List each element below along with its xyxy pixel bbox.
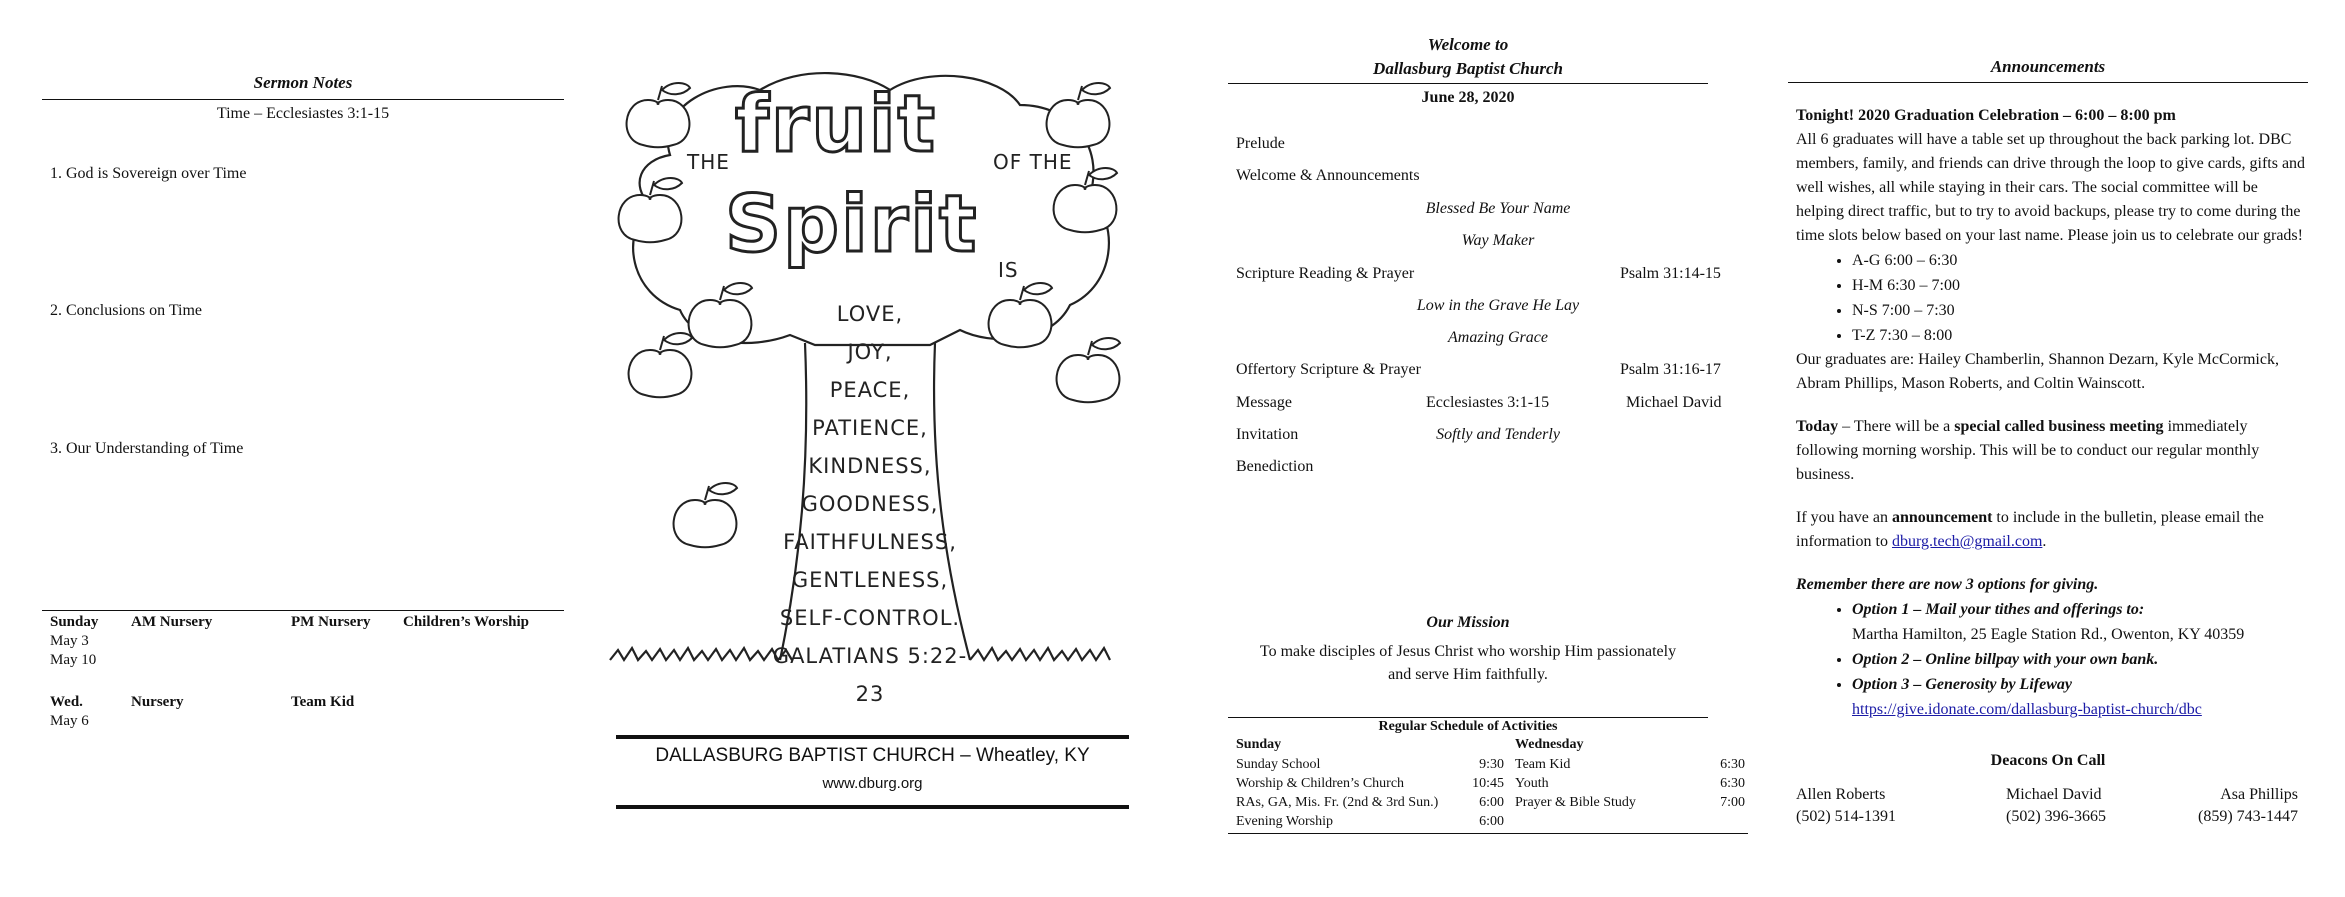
song: Way Maker [1461, 232, 1535, 249]
offertory: Offertory Scripture & Prayer [1236, 361, 1421, 378]
ann-bold: announcement [1891, 509, 1993, 526]
option-label: Option 2 – Online billpay with your own bank. [1852, 651, 2159, 668]
spacer [1796, 487, 2306, 506]
giving-options [1796, 597, 2306, 722]
welcome-heading: Welcome to [1427, 35, 1509, 54]
today-label: Today [1796, 418, 1839, 435]
giving-heading: Remember there are now 3 options for giving. [1796, 576, 2099, 593]
welcome-announcements: Welcome & Announcements [1236, 167, 1420, 184]
activity: RAs, GA, Mis. Fr. (2nd & 3rd Sun.) [1236, 795, 1439, 810]
cover-top-bar [616, 735, 1129, 739]
schedule-wednesday-label: Wednesday [1515, 737, 1584, 752]
schedule-row [1236, 755, 1504, 774]
email-link[interactable]: dburg.tech@gmail.com [1891, 533, 2043, 550]
activity-time: 7:00 [1720, 795, 1745, 810]
virtue: JOY, [847, 340, 893, 364]
time-slot: • A-G 6:00 – 6:30 [1852, 248, 2306, 273]
activity-time: 6:00 [1479, 795, 1504, 810]
scripture-ref: Psalm 31:14-15 [1620, 265, 1721, 282]
nursery-wed-header: Wed. [50, 694, 83, 710]
activity-time: 10:45 [1472, 776, 1504, 791]
virtue: KINDNESS, [808, 454, 932, 478]
sermon-subtitle: Time – Ecclesiastes 3:1-15 [216, 105, 390, 122]
apple-icon [689, 283, 752, 347]
nursery-am-header: AM Nursery [131, 614, 213, 630]
message-speaker: Michael David [1626, 394, 1722, 411]
virtue: GOODNESS, [801, 492, 939, 516]
cover-virtues [760, 295, 980, 713]
time-slot: • H-M 6:30 – 7:00 [1852, 273, 2306, 298]
bulletin-note [1796, 506, 2306, 554]
song: Blessed Be Your Name [1425, 200, 1571, 217]
nursery-rule [42, 610, 564, 611]
song: Amazing Grace [1448, 329, 1548, 346]
business-meeting [1796, 415, 2306, 487]
sermon-title-rule [42, 99, 564, 100]
grass-right [970, 648, 1110, 660]
deacon [1796, 784, 1896, 828]
nursery-teamkid-header: Team Kid [291, 694, 355, 710]
church-heading: Dallasburg Baptist Church [1373, 59, 1563, 78]
prelude: Prelude [1236, 135, 1285, 152]
sermon-point-1: 1. God is Sovereign over Time [50, 165, 247, 182]
activity-time: 6:00 [1479, 814, 1504, 829]
meeting-label: special called business meeting [1954, 418, 2164, 435]
service-date: June 28, 2020 [1421, 89, 1515, 106]
cover-of-the: OF THE [993, 150, 1073, 174]
announcements-title: Announcements [1990, 57, 2106, 76]
sunday-schedule [1236, 755, 1504, 831]
cover-website[interactable]: www.dburg.org [822, 775, 923, 792]
nursery-pm-header: PM Nursery [291, 614, 371, 630]
schedule-row [1515, 755, 1745, 774]
time-slots [1796, 248, 2306, 348]
cover-is: IS [998, 258, 1019, 282]
song: Low in the Grave He Lay [1416, 297, 1580, 314]
option-label: Option 1 – Mail your tithes and offerings to: [1852, 601, 2145, 618]
apple-icon [989, 283, 1052, 347]
virtue: LOVE, [836, 302, 904, 326]
activity: Prayer & Bible Study [1515, 795, 1636, 810]
schedule-row [1236, 793, 1504, 812]
announcements-body [1796, 104, 2306, 722]
sermon-notes-title: Sermon Notes [253, 73, 353, 92]
ann-mid: to include in the bulletin, please email the information to [1796, 509, 2264, 550]
schedule-row [1515, 774, 1745, 793]
deacon [2150, 784, 2298, 828]
deacon-phone: (502) 514-1391 [1796, 808, 1896, 825]
deacon-phone: (859) 743-1447 [2198, 808, 2298, 825]
verse: GALATIANS 5:22-23 [772, 644, 968, 706]
giving-option [1852, 647, 2306, 672]
schedule-row [1236, 812, 1504, 831]
nursery-childrens-header: Children’s Worship [403, 614, 530, 630]
cover-bottom-bar [616, 805, 1129, 809]
activity-time: 6:30 [1720, 776, 1745, 791]
announcements-rule [1788, 82, 2308, 83]
wednesday-schedule [1515, 755, 1745, 812]
today-rest: immediately following morning worship. This will be to conduct our regular monthly business. [1796, 418, 2260, 483]
message-label: Message [1236, 394, 1292, 411]
mailing-address: Martha Hamilton, 25 Eagle Station Rd., Owenton, KY 40359 [1852, 626, 2245, 643]
apple-icon [629, 333, 692, 397]
scripture-reading: Scripture Reading & Prayer [1236, 265, 1415, 282]
cover-spirit-word: Spirit [725, 180, 979, 270]
benediction: Benediction [1236, 458, 1314, 475]
sermon-point-2: 2. Conclusions on Time [50, 302, 203, 319]
virtue: SELF-CONTROL. [779, 606, 961, 630]
activity-time: 6:30 [1720, 757, 1745, 772]
invitation-song: Softly and Tenderly [1436, 426, 1560, 443]
mission-title: Our Mission [1426, 614, 1510, 631]
activity: Youth [1515, 776, 1549, 791]
message-ref: Ecclesiastes 3:1-15 [1426, 394, 1550, 411]
nursery-date: May 6 [50, 713, 89, 729]
graduation-heading: Tonight! 2020 Graduation Celebration – 6:00 – 8:00 pm [1796, 107, 2176, 124]
virtue: PEACE, [829, 378, 911, 402]
nursery-wed-nursery-header: Nursery [131, 694, 184, 710]
offertory-ref: Psalm 31:16-17 [1620, 361, 1721, 378]
apple-icon [1057, 338, 1120, 402]
deacon-name: Asa Phillips [2220, 786, 2298, 803]
sermon-point-3: 3. Our Understanding of Time [50, 440, 244, 457]
deacon-name: Michael David [2006, 786, 2102, 803]
giving-option [1852, 672, 2306, 722]
schedule-title: Regular Schedule of Activities [1378, 719, 1558, 734]
spacer [1796, 554, 2306, 573]
apple-icon [674, 483, 737, 547]
deacon-phone: (502) 396-3665 [2006, 808, 2106, 825]
schedule-row [1515, 793, 1745, 812]
apple-icon [627, 83, 690, 147]
deacons-title: Deacons On Call [1990, 752, 2106, 769]
giving-url-link[interactable]: https://give.idonate.com/dallasburg-baptist-church/dbc [1852, 701, 2202, 718]
apple-icon [1054, 168, 1117, 232]
virtue: FAITHFULNESS, [783, 530, 957, 554]
nursery-sunday-header: Sunday [50, 614, 99, 630]
order-rule [1228, 83, 1708, 84]
activity: Worship & Children’s Church [1236, 776, 1405, 791]
invitation-label: Invitation [1236, 426, 1299, 443]
nursery-date: May 10 [50, 652, 97, 668]
option-label: Option 3 – Generosity by Lifeway [1852, 676, 2072, 693]
graduation-text: All 6 graduates will have a table set up throughout the back parking lot. DBC members, family, and friends can drive through the loop to give cards, gifts and well wishes, all while staying in their cars. The social committee will be helping direct traffic, but to try to avoid backups, please try to come during the time slots below based on your last name. Please join us to celebrate our grads! [1796, 131, 2306, 244]
activity: Evening Worship [1236, 814, 1333, 829]
time-slot: • T-Z 7:30 – 8:00 [1852, 323, 2306, 348]
virtue: GENTLENESS, [791, 568, 949, 592]
giving-option [1852, 597, 2306, 647]
deacon-name: Allen Roberts [1796, 786, 1886, 803]
schedule-bottom-rule [1228, 833, 1748, 834]
activity: Sunday School [1236, 757, 1321, 772]
time-slot: • N-S 7:00 – 7:30 [1852, 298, 2306, 323]
schedule-row [1236, 774, 1504, 793]
mission-text: To make disciples of Jesus Christ who worship Him passionately and serve Him faithfully. [1259, 643, 1677, 683]
activity: Team Kid [1515, 757, 1571, 772]
today-text: – There will be a [1838, 418, 1955, 435]
apple-icon [1047, 83, 1110, 147]
spacer [1796, 396, 2306, 415]
schedule-top-rule [1228, 717, 1708, 718]
ann-pre: If you have an [1796, 509, 1892, 526]
deacon [2006, 784, 2106, 828]
virtue: PATIENCE, [812, 416, 928, 440]
cover-fruit-word: fruit [735, 80, 937, 170]
activity-time: 9:30 [1479, 757, 1504, 772]
cover-the: THE [687, 150, 730, 174]
schedule-sunday-label: Sunday [1236, 737, 1282, 752]
ann-end: . [2042, 533, 2047, 550]
nursery-date: May 3 [50, 633, 89, 649]
graduates-list: Our graduates are: Hailey Chamberlin, Shannon Dezarn, Kyle McCormick, Abram Phillips, Mason Roberts, and Coltin Wainscott. [1796, 351, 2279, 392]
apple-icon [619, 178, 682, 242]
cover-church-name: DALLASBURG BAPTIST CHURCH – Wheatley, KY [655, 745, 1090, 766]
